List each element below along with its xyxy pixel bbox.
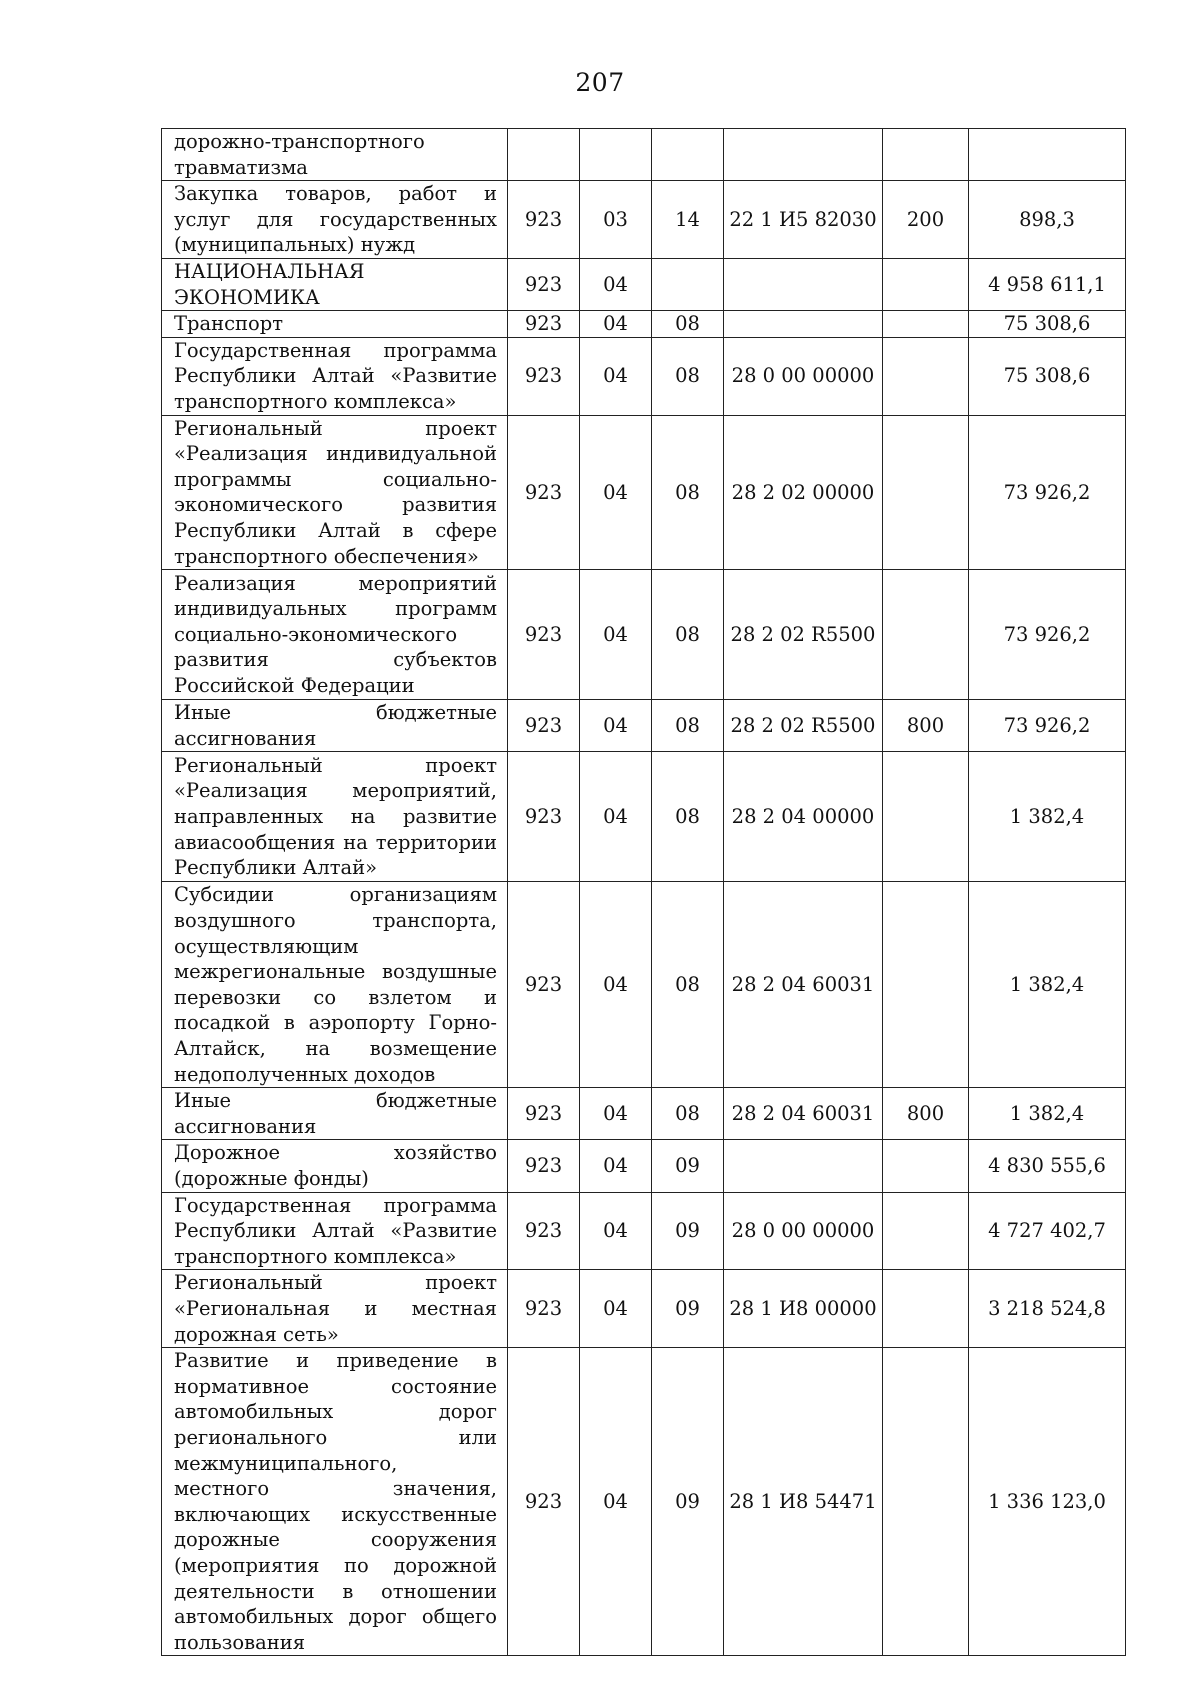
row-name: Развитие и приведение в нормативное состояние автомобильных дорог регионального или межмуниципального, местного значения, включающих искусственные дорожные сооружения (мероприятия по дорожной деятельности в отношении автомобильных дорог общего пользования [162, 1348, 508, 1656]
cell-subsection: 08 [652, 415, 724, 570]
cell-admin-code: 923 [508, 1140, 580, 1192]
cell-section: 04 [580, 415, 652, 570]
row-name: Иные бюджетные ассигнования [162, 700, 508, 752]
cell-admin-code: 923 [508, 1270, 580, 1348]
row-name: Региональный проект «Реализация индивидуальной программы социально-экономического развития Республики Алтай в сфере транспортного обеспечения» [162, 415, 508, 570]
cell-section: 04 [580, 570, 652, 700]
cell-amount: 898,3 [969, 181, 1126, 259]
row-name: Закупка товаров, работ и услуг для государственных (муниципальных) нужд [162, 181, 508, 259]
cell-admin-code: 923 [508, 1348, 580, 1656]
cell-target-article: 28 2 02 00000 [724, 415, 883, 570]
cell-section: 04 [580, 1192, 652, 1270]
cell-amount: 4 830 555,6 [969, 1140, 1126, 1192]
cell-amount: 75 308,6 [969, 311, 1126, 338]
row-name: Иные бюджетные ассигнования [162, 1088, 508, 1140]
cell-subsection: 08 [652, 570, 724, 700]
cell-admin-code: 923 [508, 570, 580, 700]
cell-expense-type [883, 1348, 969, 1656]
cell-admin-code: 923 [508, 1088, 580, 1140]
cell-subsection: 08 [652, 882, 724, 1088]
cell-expense-type [883, 1140, 969, 1192]
cell-subsection: 08 [652, 752, 724, 882]
page-number: 207 [575, 68, 625, 97]
row-name: Дорожное хозяйство (дорожные фонды) [162, 1140, 508, 1192]
cell-target-article: 28 2 04 60031 [724, 1088, 883, 1140]
cell-amount: 4 958 611,1 [969, 258, 1126, 310]
cell-amount: 1 336 123,0 [969, 1348, 1126, 1656]
cell-amount: 4 727 402,7 [969, 1192, 1126, 1270]
table-row [162, 258, 1126, 310]
cell-expense-type: 200 [883, 181, 969, 259]
cell-expense-type [883, 311, 969, 338]
cell-subsection: 08 [652, 337, 724, 415]
cell-admin-code: 923 [508, 882, 580, 1088]
cell-amount: 1 382,4 [969, 1088, 1126, 1140]
cell-target-article: 28 1 И8 54471 [724, 1348, 883, 1656]
cell-subsection: 09 [652, 1348, 724, 1656]
cell-expense-type [883, 570, 969, 700]
row-name: Реализация мероприятий индивидуальных программ социально-экономического развития субъектов Российской Федерации [162, 570, 508, 700]
cell-admin-code: 923 [508, 311, 580, 338]
cell-subsection: 08 [652, 700, 724, 752]
cell-target-article [724, 258, 883, 310]
cell-expense-type [883, 415, 969, 570]
cell-target-article: 28 2 02 R5500 [724, 570, 883, 700]
table-row [162, 1192, 1126, 1270]
cell-admin-code [508, 129, 580, 181]
cell-expense-type [883, 129, 969, 181]
cell-target-article [724, 311, 883, 338]
cell-section: 04 [580, 337, 652, 415]
cell-target-article: 22 1 И5 82030 [724, 181, 883, 259]
cell-expense-type: 800 [883, 700, 969, 752]
cell-amount: 73 926,2 [969, 570, 1126, 700]
cell-target-article: 28 0 00 00000 [724, 337, 883, 415]
cell-admin-code: 923 [508, 1192, 580, 1270]
cell-expense-type: 800 [883, 1088, 969, 1140]
cell-target-article: 28 2 04 60031 [724, 882, 883, 1088]
cell-amount: 1 382,4 [969, 752, 1126, 882]
cell-target-article [724, 129, 883, 181]
table-row [162, 129, 1126, 181]
cell-section: 03 [580, 181, 652, 259]
cell-amount [969, 129, 1126, 181]
cell-admin-code: 923 [508, 752, 580, 882]
cell-expense-type [883, 882, 969, 1088]
cell-expense-type [883, 258, 969, 310]
table-row [162, 181, 1126, 259]
cell-expense-type [883, 337, 969, 415]
cell-amount: 75 308,6 [969, 337, 1126, 415]
table-row [162, 1270, 1126, 1348]
row-name: Региональный проект «Региональная и местная дорожная сеть» [162, 1270, 508, 1348]
table-row [162, 1348, 1126, 1656]
cell-subsection: 08 [652, 311, 724, 338]
cell-admin-code: 923 [508, 415, 580, 570]
cell-subsection [652, 258, 724, 310]
cell-section: 04 [580, 1270, 652, 1348]
cell-subsection: 09 [652, 1192, 724, 1270]
cell-subsection: 08 [652, 1088, 724, 1140]
cell-admin-code: 923 [508, 181, 580, 259]
row-name: дорожно-транспортного травматизма [162, 129, 508, 181]
cell-section: 04 [580, 1140, 652, 1192]
table-row [162, 337, 1126, 415]
cell-target-article: 28 2 02 R5500 [724, 700, 883, 752]
cell-subsection: 09 [652, 1140, 724, 1192]
cell-subsection [652, 129, 724, 181]
row-name: НАЦИОНАЛЬНАЯ ЭКОНОМИКА [162, 258, 508, 310]
cell-section [580, 129, 652, 181]
cell-subsection: 14 [652, 181, 724, 259]
budget-table [161, 128, 1126, 1656]
cell-admin-code: 923 [508, 700, 580, 752]
cell-admin-code: 923 [508, 337, 580, 415]
row-name: Государственная программа Республики Алтай «Развитие транспортного комплекса» [162, 337, 508, 415]
table-row [162, 311, 1126, 338]
cell-admin-code: 923 [508, 258, 580, 310]
table-row [162, 882, 1126, 1088]
cell-target-article: 28 0 00 00000 [724, 1192, 883, 1270]
cell-section: 04 [580, 1088, 652, 1140]
row-name: Региональный проект «Реализация мероприятий, направленных на развитие авиасообщения на территории Республики Алтай» [162, 752, 508, 882]
cell-amount: 3 218 524,8 [969, 1270, 1126, 1348]
table-row [162, 700, 1126, 752]
table-row [162, 415, 1126, 570]
cell-amount: 1 382,4 [969, 882, 1126, 1088]
cell-section: 04 [580, 258, 652, 310]
cell-expense-type [883, 1270, 969, 1348]
cell-section: 04 [580, 752, 652, 882]
cell-amount: 73 926,2 [969, 415, 1126, 570]
cell-section: 04 [580, 1348, 652, 1656]
cell-section: 04 [580, 882, 652, 1088]
cell-subsection: 09 [652, 1270, 724, 1348]
table-row [162, 1140, 1126, 1192]
cell-target-article: 28 1 И8 00000 [724, 1270, 883, 1348]
cell-amount: 73 926,2 [969, 700, 1126, 752]
table-row [162, 752, 1126, 882]
row-name: Субсидии организациям воздушного транспорта, осуществляющим межрегиональные воздушные перевозки со взлетом и посадкой в аэропорту Горно-Алтайск, на возмещение недополученных доходов [162, 882, 508, 1088]
cell-target-article: 28 2 04 00000 [724, 752, 883, 882]
table-row [162, 1088, 1126, 1140]
row-name: Транспорт [162, 311, 508, 338]
cell-expense-type [883, 1192, 969, 1270]
cell-section: 04 [580, 311, 652, 338]
table-row [162, 570, 1126, 700]
cell-target-article [724, 1140, 883, 1192]
cell-expense-type [883, 752, 969, 882]
cell-section: 04 [580, 700, 652, 752]
row-name: Государственная программа Республики Алтай «Развитие транспортного комплекса» [162, 1192, 508, 1270]
